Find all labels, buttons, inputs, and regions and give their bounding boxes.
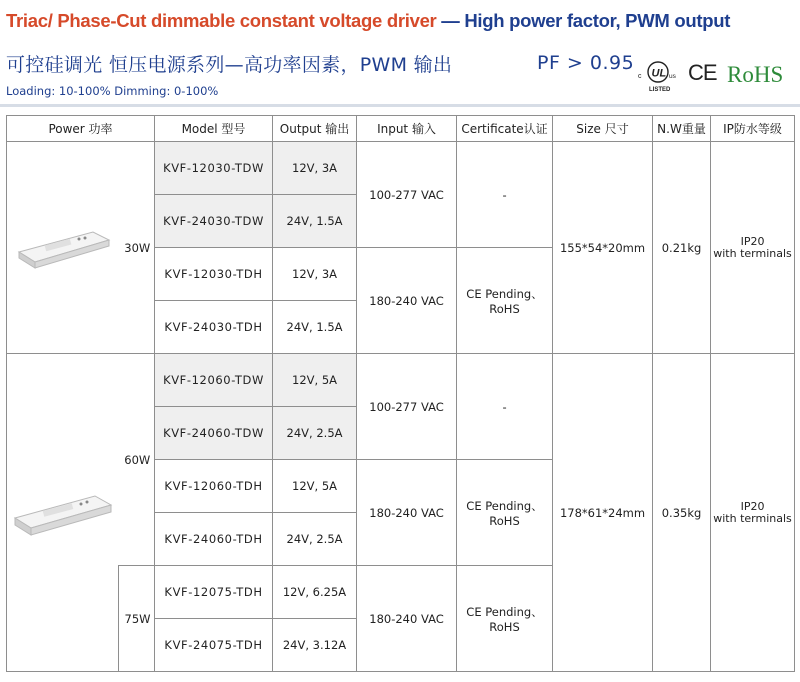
input-cell: 180-240 VAC xyxy=(357,248,457,354)
driver-30w-image xyxy=(15,226,111,270)
certificate-cell: CE Pending、RoHS xyxy=(457,460,553,566)
size-cell: 178*61*24mm xyxy=(553,354,653,672)
input-cell: 100-277 VAC xyxy=(357,142,457,248)
loading-dimming-info: Loading: 10-100% Dimming: 0-100% xyxy=(6,84,219,98)
header-divider xyxy=(0,104,800,107)
output-cell: 12V, 5A xyxy=(273,460,357,513)
ip-note: with terminals xyxy=(713,511,792,525)
svg-text:UL: UL xyxy=(651,67,667,80)
output-cell: 24V, 2.5A xyxy=(273,513,357,566)
ip-cell xyxy=(711,142,795,354)
model-cell: KVF-24030-TDW xyxy=(155,195,273,248)
driver-60w-image xyxy=(11,490,115,536)
model-cell: KVF-24060-TDW xyxy=(155,407,273,460)
output-cell: 24V, 3.12A xyxy=(273,619,357,672)
power-value: 30W xyxy=(119,142,155,354)
input-cell: 180-240 VAC xyxy=(357,566,457,672)
header-output: Output 输出 xyxy=(273,116,357,142)
certificate-cell: CE Pending、RoHS xyxy=(457,566,553,672)
ip-note: with terminals xyxy=(713,246,792,260)
ip-cell xyxy=(711,354,795,672)
model-cell: KVF-24030-TDH xyxy=(155,301,273,354)
output-cell: 12V, 3A xyxy=(273,248,357,301)
output-cell: 12V, 3A xyxy=(273,142,357,195)
table-header-row xyxy=(7,116,795,142)
model-cell: KVF-24060-TDH xyxy=(155,513,273,566)
page-title xyxy=(6,10,730,32)
header-size: Size 尺寸 xyxy=(553,116,653,142)
header-weight: N.W重量 xyxy=(653,116,711,142)
table-row xyxy=(7,354,795,407)
weight-cell: 0.35kg xyxy=(653,354,711,672)
spec-table xyxy=(6,115,795,672)
header-input: Input 输入 xyxy=(357,116,457,142)
header-ip: IP防水等级 xyxy=(711,116,795,142)
chinese-subtitle: 可控硅调光 恒压电源系列—高功率因素，PWM 输出 xyxy=(6,54,453,76)
size-cell: 155*54*20mm xyxy=(553,142,653,354)
output-cell: 24V, 2.5A xyxy=(273,407,357,460)
power-value: 75W xyxy=(119,566,155,672)
input-cell: 100-277 VAC xyxy=(357,354,457,460)
svg-text:c: c xyxy=(638,73,642,80)
title-features: High power factor, PWM output xyxy=(464,10,731,31)
ul-listed-icon xyxy=(636,58,682,94)
product-image-cell xyxy=(7,354,119,672)
certificate-cell: - xyxy=(457,354,553,460)
certificate-cell: CE Pending、RoHS xyxy=(457,248,553,354)
rohs-mark-icon: RoHS xyxy=(727,62,784,87)
model-cell: KVF-12030-TDW xyxy=(155,142,273,195)
certificate-cell: - xyxy=(457,142,553,248)
header-model: Model 型号 xyxy=(155,116,273,142)
power-value: 60W xyxy=(119,354,155,566)
input-cell: 180-240 VAC xyxy=(357,460,457,566)
header-certificate: Certificate认证 xyxy=(457,116,553,142)
ul-listed-text: LISTED xyxy=(649,87,671,93)
ip-rating: IP20 xyxy=(740,499,765,513)
model-cell: KVF-12030-TDH xyxy=(155,248,273,301)
ce-mark-icon: CE xyxy=(688,60,717,85)
table-row xyxy=(7,142,795,195)
output-cell: 24V, 1.5A xyxy=(273,301,357,354)
header-power: Power 功率 xyxy=(7,116,155,142)
output-cell: 12V, 6.25A xyxy=(273,566,357,619)
product-image-cell xyxy=(7,142,119,354)
model-cell: KVF-12060-TDW xyxy=(155,354,273,407)
model-cell: KVF-12060-TDH xyxy=(155,460,273,513)
title-dash: — xyxy=(436,10,465,31)
output-cell: 12V, 5A xyxy=(273,354,357,407)
weight-cell: 0.21kg xyxy=(653,142,711,354)
ip-rating: IP20 xyxy=(740,234,765,248)
model-cell: KVF-12075-TDH xyxy=(155,566,273,619)
title-product-type: Triac/ Phase-Cut dimmable constant voltage driver xyxy=(6,10,437,31)
power-factor-label: PF > 0.95 xyxy=(537,52,635,74)
model-cell: KVF-24075-TDH xyxy=(155,619,273,672)
svg-text:us: us xyxy=(669,73,676,80)
output-cell: 24V, 1.5A xyxy=(273,195,357,248)
